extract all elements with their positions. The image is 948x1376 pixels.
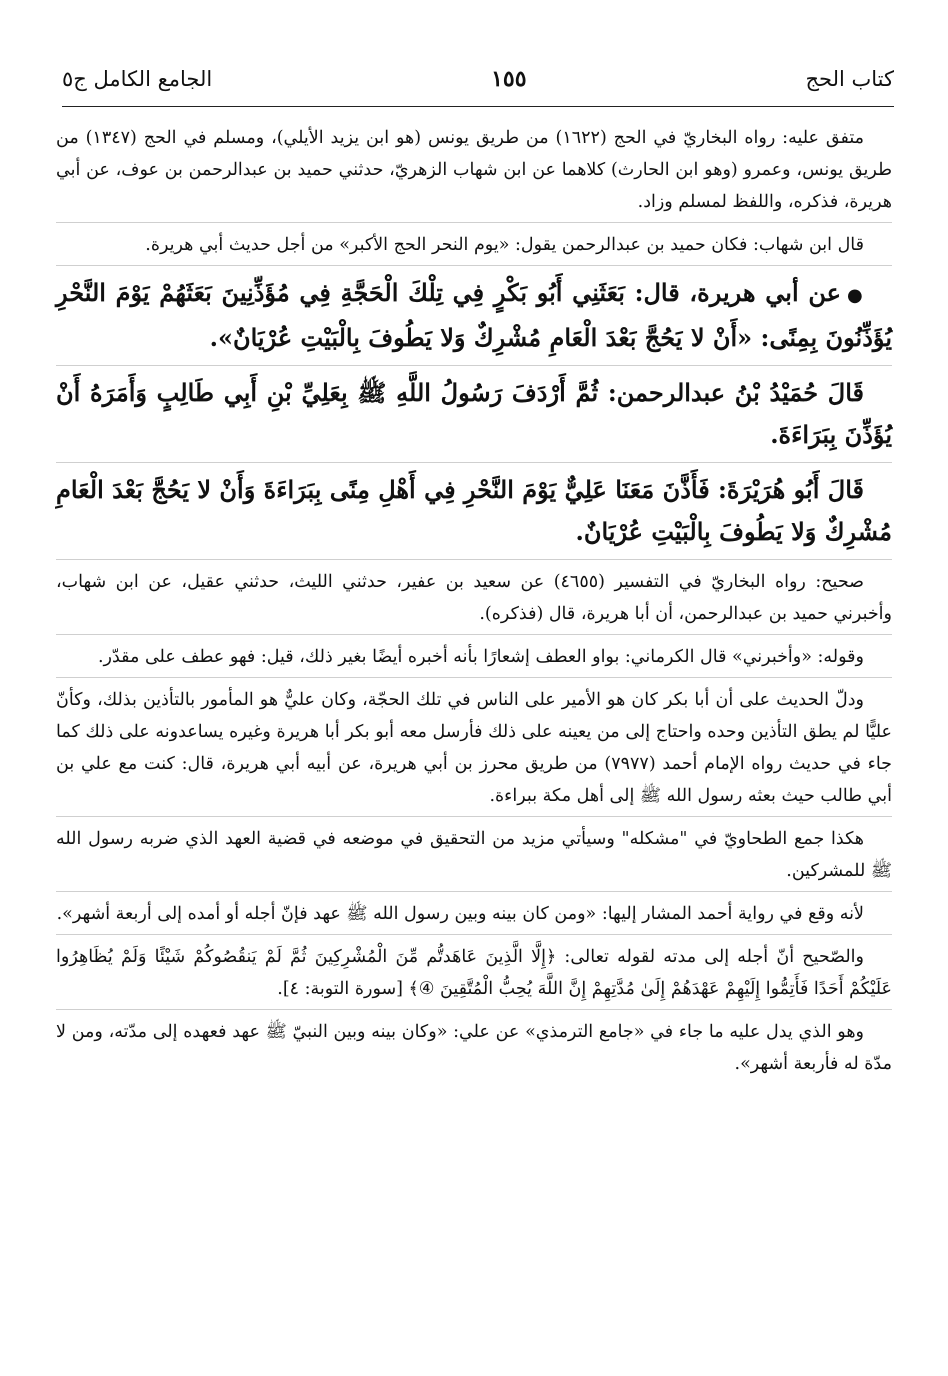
commentary-paragraph: ودلّ الحديث على أن أبا بكر كان هو الأمير على الناس في تلك الحجّة، وكان عليٌّ هو المأمور بالتأذين بذلك، وكأنّ عليًّا لم يطق التأذين وحده واحتاج إلى من يعينه على ذلك فأرسل معه أبو بكر أبا هريرة وغيره يساعدونه على ذلك كما جاء في حديث رواه الإمام أحمد (٧٩٧٧) من طريق محرز بن أبي هريرة، عن أبيه أبي هريرة، قال: كنت مع علي بن أبي طالب حيث بعثه رسول الله ﷺ إلى أهل مكة ببراءة. bbox=[56, 690, 892, 806]
hadith-text bbox=[56, 272, 892, 359]
separator bbox=[56, 559, 892, 560]
hadith-text: قَالَ أَبُو هُرَيْرَةَ: فَأَذَّنَ مَعَنَا عَلِيٌّ يَوْمَ النَّحْرِ فِي أَهْلِ مِنًى بِبَرَاءَةَ وَأَنْ لا يَحُجَّ بَعْدَ الْعَامِ مُشْرِكٌ وَلا يَطُوفَ بِالْبَيْتِ عُرْيَانٌ. bbox=[56, 475, 892, 546]
commentary-paragraph: وهو الذي يدل عليه ما جاء في «جامع الترمذي» عن علي: «وكان بينه وبين النبيّ ﷺ عهد فعهده إلى مدّته، ومن لا مدّة له فأربعة أشهر». bbox=[56, 1022, 892, 1074]
takhrij-paragraph: صحيح: رواه البخاريّ في التفسير (٤٦٥٥) عن سعيد بن عفير، حدثني الليث، حدثني عقيل، عن ابن شهاب، وأخبرني حميد بن عبدالرحمن، أن أبا هريرة، قال (فذكره). bbox=[56, 572, 892, 624]
separator bbox=[56, 222, 892, 223]
separator bbox=[56, 677, 892, 678]
hadith-text: قَالَ حُمَيْدُ بْنُ عبدالرحمن: ثُمَّ أَرْدَفَ رَسُولُ اللَّهِ ﷺ بِعَلِيِّ بْنِ أَبِي طَالِبٍ وَأَمَرَهُ أَنْ يُؤَذِّنَ بِبَرَاءَةَ. bbox=[56, 378, 892, 449]
separator bbox=[56, 816, 892, 817]
bullet-icon: ● bbox=[846, 285, 864, 306]
commentary-paragraph: هكذا جمع الطحاويّ في "مشكله" وسيأتي مزيد من التحقيق في موضعه في قضية العهد الذي ضربه رسول الله ﷺ للمشركين. bbox=[56, 829, 892, 881]
commentary-paragraph: لأنه وقع في رواية أحمد المشار إليها: «ومن كان بينه وبين رسول الله ﷺ عهد فإنّ أجله أو أمده إلى أربعة أشهر». bbox=[56, 904, 864, 924]
running-header bbox=[62, 58, 894, 100]
page-body bbox=[56, 122, 892, 1084]
commentary-paragraph: وقوله: «وأخبرني» قال الكرماني: بواو العطف إشعارًا بأنه أخبره أيضًا بغير ذلك، قيل: فهو عطف على مقدّر. bbox=[97, 647, 864, 667]
commentary-paragraph: قال ابن شهاب: فكان حميد بن عبدالرحمن يقول: «يوم النحر الحج الأكبر» من أجل حديث أبي هريرة. bbox=[145, 235, 864, 255]
book-title: كتاب الحج bbox=[805, 67, 894, 91]
separator bbox=[56, 365, 892, 366]
separator bbox=[56, 934, 892, 935]
volume-title: الجامع الكامل ج٥ bbox=[62, 67, 213, 91]
separator bbox=[56, 891, 892, 892]
takhrij-paragraph: متفق عليه: رواه البخاريّ في الحج (١٦٢٢) من طريق يونس (هو ابن يزيد الأيلي)، ومسلم في الحج (١٣٤٧) من طريق يونس، وعمرو (وهو ابن الحارث) كلاهما عن ابن شهاب الزهريّ، حدثني حميد بن عبدالرحمن بن عوف، عن أبي هريرة، فذكره، واللفظ لمسلم وزاد. bbox=[56, 128, 892, 212]
header-rule bbox=[62, 106, 894, 107]
separator bbox=[56, 1009, 892, 1010]
separator bbox=[56, 634, 892, 635]
separator bbox=[56, 462, 892, 463]
hadith-text-body: عن أبي هريرة، قال: بَعَثَنِي أَبُو بَكْرٍ فِي تِلْكَ الْحَجَّةِ فِي مُؤَذِّنِينَ بَعَثَهُمْ يَوْمَ النَّحْرِ يُؤَذِّنُونَ بِمِنًى: «أَنْ لا يَحُجَّ بَعْدَ الْعَامِ مُشْرِكٌ وَلا يَطُوفَ بِالْبَيْتِ عُرْيَانٌ». bbox=[56, 278, 892, 352]
page-number: ١٥٥ bbox=[491, 66, 527, 92]
separator bbox=[56, 265, 892, 266]
commentary-paragraph: والصّحيح أنّ أجله إلى مدته لقوله تعالى: ﴿إِلَّا الَّذِينَ عَاهَدتُّم مِّنَ الْمُشْرِكِينَ ثُمَّ لَمْ يَنقُصُوكُمْ شَيْئًا وَلَمْ يُظَاهِرُوا عَلَيْكُمْ أَحَدًا فَأَتِمُّوا إِلَيْهِمْ عَهْدَهُمْ إِلَىٰ مُدَّتِهِمْ إِنَّ اللَّهَ يُحِبُّ الْمُتَّقِينَ ④﴾ [سورة التوبة: ٤]. bbox=[56, 947, 892, 999]
